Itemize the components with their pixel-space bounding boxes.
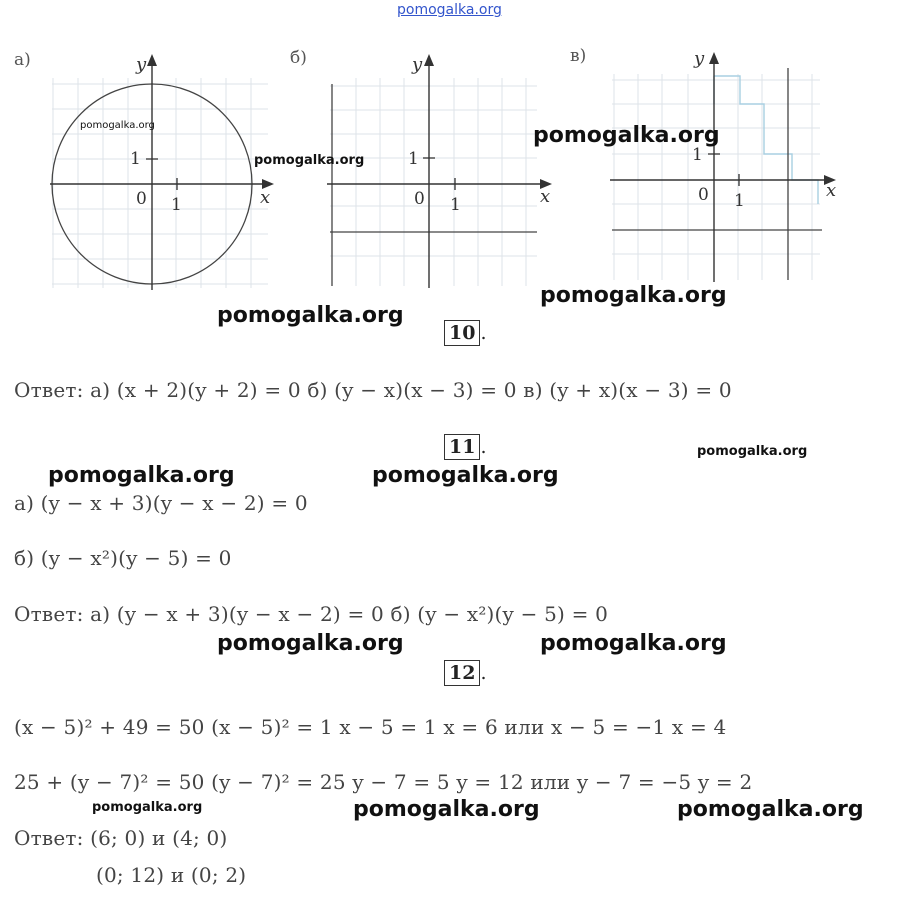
watermark: pomogalka.org (254, 153, 365, 168)
task-10-number: 10 . (444, 320, 487, 346)
watermark: pomogalka.org (540, 283, 727, 308)
graph-a (40, 48, 280, 293)
task-10-answer: Ответ: а) (x + 2)(y + 2) = 0 б) (y − x)(x − 3) = 0 в) (y + x)(x − 3) = 0 (14, 378, 732, 402)
graph-b (322, 48, 557, 293)
graph-b-origin: 0 (414, 189, 425, 209)
graph-a-tick-y: 1 (130, 149, 141, 169)
graph-v-tick-y: 1 (692, 145, 703, 165)
graph-v-x-label: x (826, 180, 837, 201)
graph-a-x-label: x (260, 187, 271, 208)
graph-v-y-label: y (694, 48, 705, 69)
watermark: pomogalka.org (92, 800, 203, 815)
graph-a-y-label: y (136, 54, 147, 75)
watermark: pomogalka.org (80, 120, 155, 131)
watermark: pomogalka.org (353, 797, 540, 822)
task-12-line-2: 25 + (y − 7)² = 50 (y − 7)² = 25 y − 7 = 5 y = 12 или y − 7 = −5 y = 2 (14, 770, 753, 794)
watermark: pomogalka.org (372, 463, 559, 488)
graph-a-label: а) (14, 50, 31, 70)
watermark: pomogalka.org (697, 444, 808, 459)
graph-v-label: в) (570, 46, 587, 66)
graph-a-origin: 0 (136, 189, 147, 209)
graph-a-tick-x: 1 (171, 195, 182, 215)
watermark: pomogalka.org (217, 631, 404, 656)
watermark: pomogalka.org (533, 123, 720, 148)
graph-v-tick-x: 1 (734, 191, 745, 211)
watermark: pomogalka.org (540, 631, 727, 656)
watermark: pomogalka.org (48, 463, 235, 488)
site-link[interactable]: pomogalka.org (397, 2, 502, 18)
graph-b-tick-y: 1 (408, 149, 419, 169)
task-12-number: 12 . (444, 660, 487, 686)
graph-b-label: б) (290, 48, 307, 68)
task-11-line-b: б) (y − x²)(y − 5) = 0 (14, 546, 232, 570)
watermark: pomogalka.org (217, 303, 404, 328)
task-11-line-a: а) (y − x + 3)(y − x − 2) = 0 (14, 491, 308, 515)
task-11-answer: Ответ: а) (y − x + 3)(y − x − 2) = 0 б) (y − x²)(y − 5) = 0 (14, 602, 609, 626)
task-12-answer-2: (0; 12) и (0; 2) (96, 863, 247, 887)
watermark: pomogalka.org (677, 797, 864, 822)
graph-v-origin: 0 (698, 185, 709, 205)
task-12-line-1: (x − 5)² + 49 = 50 (x − 5)² = 1 x − 5 = 1 x = 6 или x − 5 = −1 x = 4 (14, 715, 727, 739)
graph-v (600, 46, 845, 286)
graph-b-tick-x: 1 (450, 195, 461, 215)
graph-b-x-label: x (540, 186, 551, 207)
task-12-answer-1: Ответ: (6; 0) и (4; 0) (14, 826, 228, 850)
task-11-number: 11 . (444, 434, 487, 460)
graph-b-y-label: y (412, 54, 423, 75)
